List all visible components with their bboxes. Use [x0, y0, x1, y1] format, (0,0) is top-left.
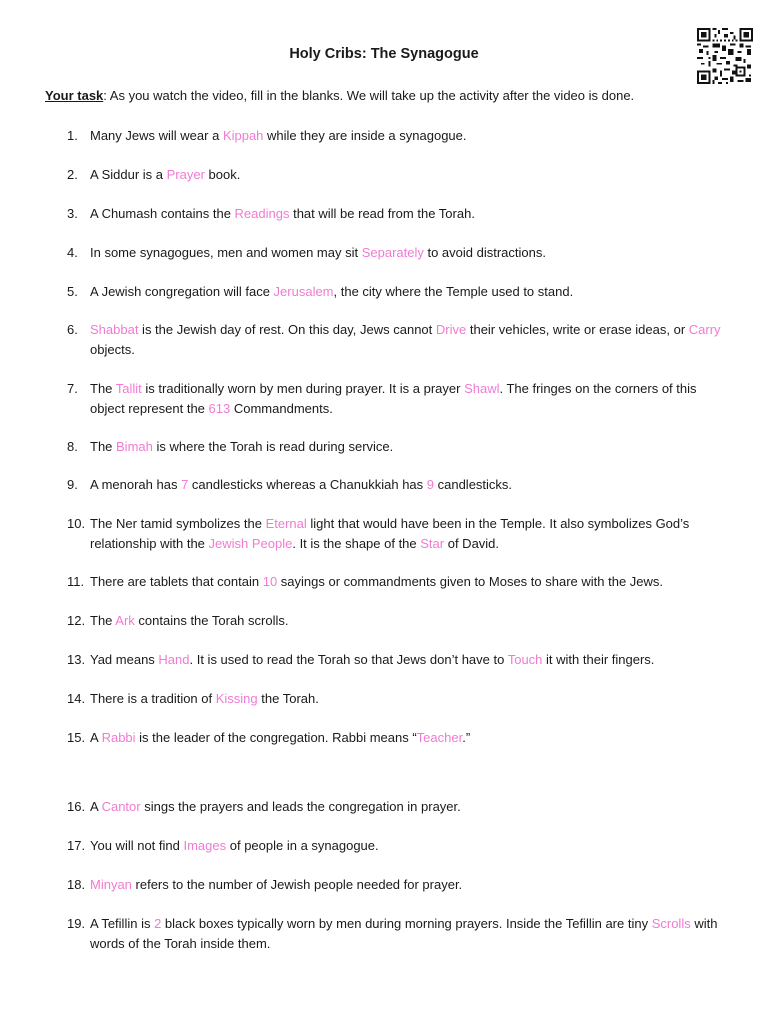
answer-text: Eternal [265, 516, 307, 531]
question-text: The [90, 381, 116, 396]
question-text: candlesticks. [434, 477, 513, 492]
question-5 [67, 282, 727, 302]
task-instructions [45, 86, 745, 106]
answer-text: Touch [507, 652, 543, 667]
answer-text: Hand [158, 652, 190, 667]
question-text: The [90, 613, 116, 628]
question-text: their vehicles, write or erase ideas, or [466, 322, 689, 337]
question-13 [67, 650, 727, 670]
answer-text: Drive [435, 322, 467, 337]
question-17 [67, 836, 727, 856]
question-text: . It is used to read the Torah so that Jews don’t have to [189, 652, 508, 667]
answer-text: Star [420, 535, 445, 551]
question-9 [67, 475, 727, 495]
question-15 [67, 728, 727, 748]
question-19 [67, 914, 727, 953]
question-text: , the city where the Temple used to stand. [333, 284, 574, 299]
question-7 [67, 379, 727, 418]
question-number: 5. [67, 284, 78, 299]
answer-text: Carry [688, 322, 721, 337]
question-text: of David. [444, 535, 500, 551]
question-text: candlesticks whereas a Chanukkiah has [188, 477, 427, 492]
question-text: light that would have been in the Temple. It also symbolizes God’s relationship with the [90, 516, 690, 551]
answer-text: Readings [234, 206, 290, 221]
answer-text: Prayer [166, 167, 205, 182]
answer-text: Teacher [416, 730, 463, 745]
question-text: it with their fingers. [542, 652, 655, 667]
question-text: the Torah. [257, 691, 319, 706]
question-text: . It is the shape of the [292, 535, 421, 551]
question-text: is where the Torah is read during service. [152, 439, 394, 454]
answer-text: Images [183, 838, 227, 853]
answer-text: Shabbat [90, 322, 139, 337]
question-text: A menorah has [90, 477, 182, 492]
question-text: There are tablets that contain [90, 574, 263, 589]
question-number: 15. [67, 730, 86, 745]
question-text: A Jewish congregation will face [90, 284, 274, 299]
question-14 [67, 689, 727, 709]
question-text: A [90, 730, 102, 745]
question-text: .” [462, 730, 471, 745]
question-16 [67, 797, 727, 817]
question-text: while they are inside a synagogue. [263, 128, 467, 143]
answer-text: 9 [426, 477, 434, 492]
question-text: There is a tradition of [90, 691, 216, 706]
question-text: contains the Torah scrolls. [134, 613, 289, 628]
question-12 [67, 611, 727, 631]
question-number: 19. [67, 916, 86, 931]
question-6 [67, 320, 727, 359]
question-text: refers to the number of Jewish people needed for prayer. [131, 877, 463, 892]
question-11 [67, 572, 727, 592]
task-text: : As you watch the video, fill in the blanks. We will take up the activity after the video is done. [103, 88, 635, 103]
question-text: You will not find [90, 838, 184, 853]
question-number: 12. [67, 613, 86, 628]
question-text: objects. [90, 341, 135, 357]
answer-text: Kissing [215, 691, 258, 706]
question-text: The Ner tamid symbolizes the [90, 516, 266, 531]
answer-text: Jerusalem [273, 284, 334, 299]
question-number: 17. [67, 838, 86, 853]
question-text: . The fringes on the corners of this object represent the [90, 381, 697, 416]
question-text: In some synagogues, men and women may sit [90, 245, 362, 260]
question-text: Yad means [90, 652, 159, 667]
question-number: 1. [67, 128, 78, 143]
answer-text: Bimah [116, 439, 153, 454]
question-text: with words of the Torah inside them. [90, 916, 718, 951]
question-text: Commandments. [230, 400, 333, 416]
question-number: 16. [67, 799, 86, 814]
answer-text: 7 [181, 477, 189, 492]
question-text: A Siddur is a [90, 167, 167, 182]
question-text: A [90, 799, 102, 814]
question-text: to avoid distractions. [423, 245, 546, 260]
question-text: The [90, 439, 117, 454]
answer-text: 2 [154, 916, 162, 931]
question-number: 2. [67, 167, 78, 182]
question-10 [67, 514, 727, 553]
task-label: Your task [45, 88, 104, 103]
question-text: sayings or commandments given to Moses to share with the Jews. [277, 574, 664, 589]
question-number: 9. [67, 477, 78, 492]
question-2 [67, 165, 727, 185]
question-number: 4. [67, 245, 78, 260]
question-number: 11. [67, 574, 85, 589]
question-1 [67, 126, 727, 146]
answer-text: 10 [262, 574, 278, 589]
question-text: sings the prayers and leads the congregation in prayer. [140, 799, 461, 814]
question-number: 8. [67, 439, 78, 454]
question-text: is the leader of the congregation. Rabbi means “ [135, 730, 417, 745]
question-text: A Chumash contains the [90, 206, 235, 221]
page-title: Holy Cribs: The Synagogue [289, 46, 479, 62]
question-text: is traditionally worn by men during prayer. It is a prayer [141, 381, 465, 396]
question-text: A Tefillin is [90, 916, 155, 931]
answer-text: Ark [115, 613, 135, 628]
question-18 [67, 875, 727, 895]
question-number: 14. [67, 691, 86, 706]
answer-text: Cantor [101, 799, 141, 814]
question-number: 3. [67, 206, 78, 221]
answer-text: Shawl [464, 381, 500, 396]
question-number: 18. [67, 877, 86, 892]
question-number: 6. [67, 322, 78, 337]
answer-text: Separately [361, 245, 424, 260]
answer-text: Rabbi [101, 730, 136, 745]
answer-text: Scrolls [651, 916, 691, 931]
question-text: of people in a synagogue. [226, 838, 379, 853]
question-text: is the Jewish day of rest. On this day, Jews cannot [138, 322, 436, 337]
question-number: 7. [67, 381, 78, 396]
question-number: 10. [67, 516, 86, 531]
question-number: 13. [67, 652, 86, 667]
answer-text: Minyan [90, 877, 132, 892]
question-text: Many Jews will wear a [90, 128, 223, 143]
answer-text: 613 [208, 400, 231, 416]
answer-text: Kippah [222, 128, 264, 143]
answer-text: Jewish People [208, 535, 293, 551]
question-3 [67, 204, 727, 224]
question-4 [67, 243, 727, 263]
question-text: black boxes typically worn by men during morning prayers. Inside the Tefillin are tiny [161, 916, 652, 931]
question-text: that will be read from the Torah. [289, 206, 475, 221]
question-8 [67, 437, 727, 457]
question-text: book. [204, 167, 241, 182]
answer-text: Tallit [115, 381, 142, 396]
